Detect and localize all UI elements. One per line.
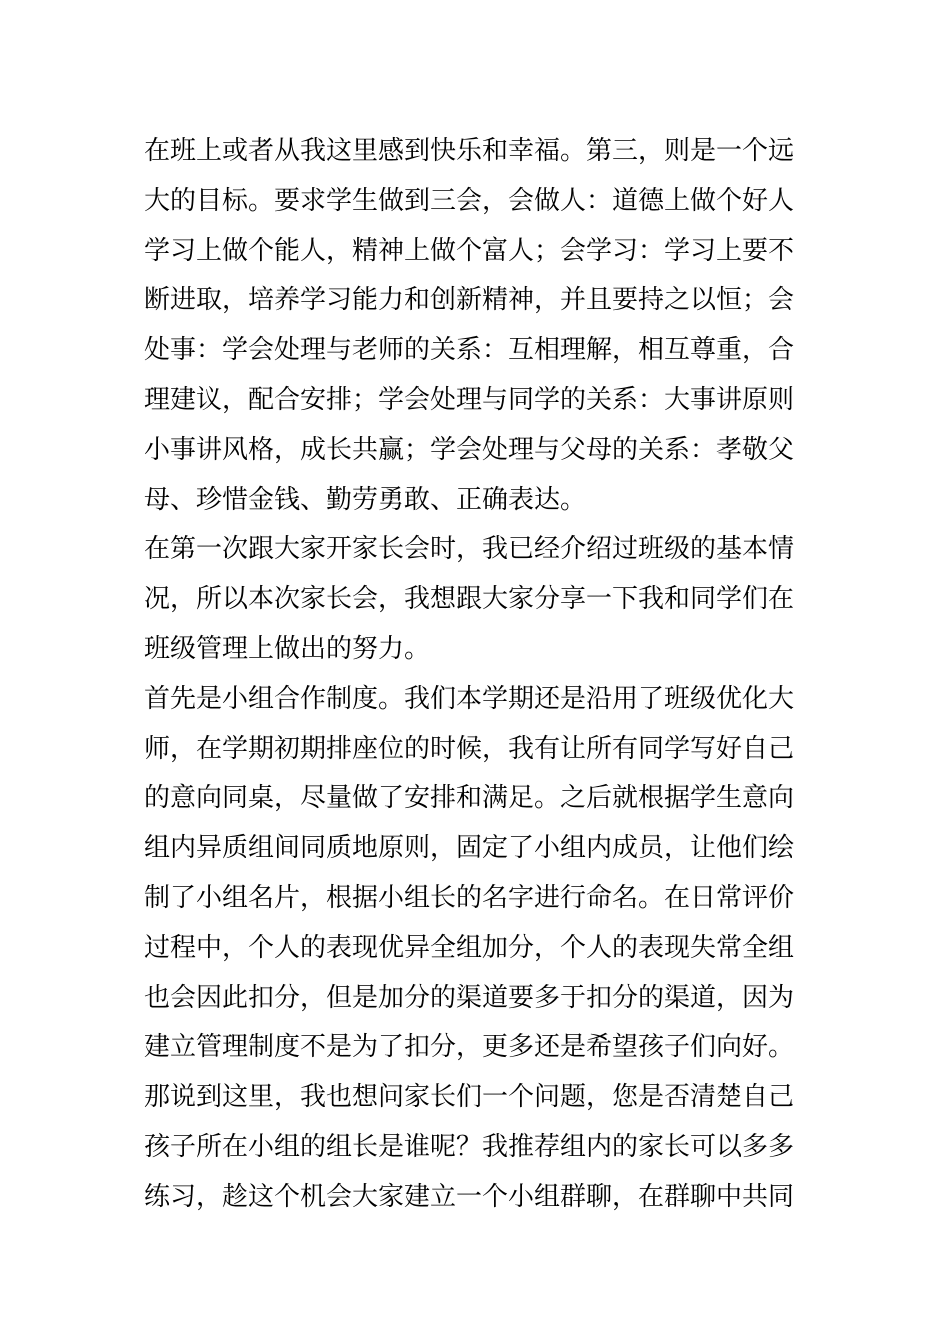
text-line: 况，所以本次家长会，我想跟大家分享一下我和同学们在 [144,584,795,615]
text-line: 在第一次跟大家开家长会时，我已经介绍过班级的基本情 [144,534,795,565]
text-line: 断进取，培养学习能力和创新精神，并且要持之以恒；会 [144,285,795,316]
text-line: 学习上做个能人，精神上做个富人；会学习：学习上要不 [144,235,795,266]
text-line: 也会因此扣分，但是加分的渠道要多于扣分的渠道，因为 [144,982,795,1013]
text-line: 那说到这里，我也想问家长们一个问题，您是否清楚自己 [144,1082,795,1113]
document-body [144,127,814,1223]
text-line: 制了小组名片，根据小组长的名字进行命名。在日常评价 [144,882,795,913]
text-line: 在班上或者从我这里感到快乐和幸福。第三，则是一个远 [144,136,795,166]
text-line: 班级管理上做出的努力。 [144,633,431,664]
text-line: 孩子所在小组的组长是谁呢？我推荐组内的家长可以多多 [144,1131,795,1162]
text-line: 首先是小组合作制度。我们本学期还是沿用了班级优化大 [144,683,795,714]
text-line: 小事讲风格，成长共赢；学会处理与父母的关系：孝敬父 [144,434,795,465]
text-line: 建立管理制度不是为了扣分，更多还是希望孩子们向好。 [144,1032,795,1063]
text-line: 的意向同桌，尽量做了安排和满足。之后就根据学生意向 [144,783,795,814]
text-line: 练习，趁这个机会大家建立一个小组群聊，在群聊中共同 [144,1181,795,1212]
text-line: 过程中，个人的表现优异全组加分，个人的表现失常全组 [144,932,795,963]
text-line: 母、珍惜金钱、勤劳勇敢、正确表达。 [144,484,587,515]
text-line: 师，在学期初期排座位的时候，我有让所有同学写好自己 [144,733,795,764]
text-line: 组内异质组间同质地原则，固定了小组内成员，让他们绘 [144,833,795,864]
text-line: 处事：学会处理与老师的关系：互相理解，相互尊重，合 [144,335,795,366]
text-line: 大的目标。要求学生做到三会，会做人：道德上做个好人 [144,185,795,216]
text-line: 理建议，配合安排；学会处理与同学的关系：大事讲原则 [144,384,795,415]
